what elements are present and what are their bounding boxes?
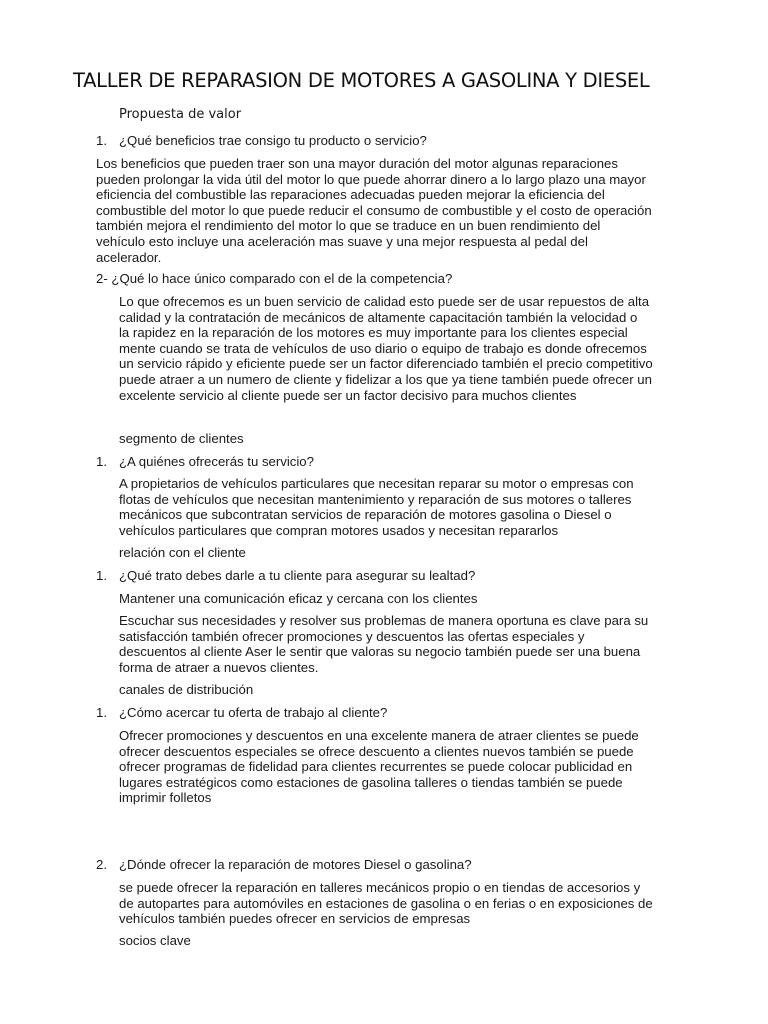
answer-line: Mantener una comunicación eficaz y cercana con los clientes	[119, 591, 478, 606]
answer-line: excelente servicio al cliente puede ser un factor decisivo para muchos clientes	[119, 387, 577, 403]
document-title: TALLER DE REPARASION DE MOTORES A GASOLINA Y DIESEL	[73, 69, 650, 92]
answer-line: mecánicos que subcontratan servicios de reparación de motores gasolina o Diesel o	[119, 507, 612, 523]
question-number: 2.	[96, 857, 107, 872]
answer-line: Ofrecer promociones y descuentos en una excelente manera de atraer clientes se puede	[119, 728, 639, 743]
answer-line: acelerador.	[96, 249, 162, 265]
question-propuesta-1	[96, 133, 427, 149]
section-heading-relacion: relación con el cliente	[119, 545, 246, 560]
question-number: 1.	[96, 568, 107, 583]
answer-line: puede atraer a un numero de cliente y fidelizar a los que ya tiene también puede ofrecer un	[119, 371, 652, 387]
answer-line: Los beneficios que pueden traer son una mayor duración del motor algunas reparaciones	[96, 156, 618, 171]
answer-line: vehículos particulares que compran motores usados y necesitan repararlos	[119, 522, 559, 538]
answer-line: calidad y la contratación de mecánicos de altamente capacitación también la velocidad o	[119, 309, 638, 325]
question-canales-1	[96, 705, 387, 721]
answer-line: flotas de vehículos que necesitan mantenimiento y reparación de sus motores o talleres	[119, 491, 632, 507]
answer-line: ofrecer programas de fidelidad para clientes recurrentes se puede colocar publicidad en	[119, 759, 633, 775]
answer-line: un servicio rápido y eficiente puede ser un factor diferenciado también el precio competitivo	[119, 356, 653, 372]
question-canales-2	[96, 857, 472, 873]
question-number: 1.	[96, 454, 107, 469]
answer-line: forma de atraer a nuevos clientes.	[119, 659, 319, 675]
answer-canales-2	[119, 880, 719, 927]
question-propuesta-2: 2- ¿Qué lo hace único comparado con el de la competencia?	[96, 271, 453, 286]
answer-line: la rapidez en la reparación de los motores es muy importante para los clientes especial	[119, 325, 628, 341]
answer-propuesta-1	[96, 156, 716, 265]
section-heading-segmento: segmento de clientes	[119, 431, 244, 446]
answer-line: Lo que ofrecemos es un buen servicio de calidad esto puede ser de usar repuestos de alta	[119, 294, 650, 309]
answer-line: A propietarios de vehículos particulares que necesitan reparar su motor o empresas con	[119, 476, 634, 491]
answer-line: imprimir folletos	[119, 790, 212, 806]
answer-relacion-2	[119, 613, 719, 675]
question-number: 1.	[96, 705, 107, 720]
section-heading-propuesta: Propuesta de valor	[119, 107, 242, 122]
question-relacion-1	[96, 568, 475, 584]
question-segmento-1	[96, 454, 314, 470]
answer-line: satisfacción también ofrecer promociones y descuentos las ofertas especiales y	[119, 628, 585, 644]
question-number: 1.	[96, 133, 107, 148]
answer-propuesta-2	[119, 294, 719, 403]
answer-line: también mejora el rendimiento del motor lo que se traduce en un buen rendimiento del	[96, 218, 601, 234]
answer-line: vehículo esto incluye una aceleración mas suave y una mejor respuesta al pedal del	[96, 233, 588, 249]
answer-line: vehículos también puedes ofrecer en servicios de empresas	[119, 911, 471, 927]
answer-line: ofrecer descuentos especiales se ofrece descuento a clientes nuevos también se puede	[119, 743, 634, 759]
question-text: ¿Dónde ofrecer la reparación de motores Diesel o gasolina?	[119, 857, 472, 872]
question-text: ¿Qué trato debes darle a tu cliente para asegurar su lealtad?	[119, 568, 476, 583]
answer-line: eficiencia del combustible las reparaciones adecuadas pueden mejorar la eficiencia del	[96, 187, 605, 203]
answer-line: combustible del motor lo que puede reducir el consumo de combustible y el costo de operación	[96, 202, 652, 218]
question-text: ¿A quiénes ofrecerás tu servicio?	[119, 454, 314, 469]
answer-line: descuentos al cliente Aser le sentir que valoras su negocio también puede ser una buena	[119, 644, 641, 660]
answer-relacion-1	[119, 591, 719, 607]
answer-line: se puede ofrecer la reparación en talleres mecánicos propio o en tiendas de accesorios y	[119, 880, 641, 895]
answer-line: de autopartes para automóviles en estaciones de gasolina o en ferias o en exposiciones de	[119, 895, 653, 911]
section-heading-socios: socios clave	[119, 933, 191, 948]
answer-line: mente cuando se trata de vehículos de uso diario o equipo de trabajo es donde ofrecemos	[119, 340, 647, 356]
answer-line: pueden prolongar la vida útil del motor lo que puede ahorrar dinero a lo largo plazo una mayor	[96, 171, 646, 187]
answer-line: lugares estratégicos como estaciones de gasolina talleres o tiendas también se puede	[119, 774, 623, 790]
answer-segmento-1	[119, 476, 719, 538]
section-heading-canales: canales de distribución	[119, 682, 254, 697]
question-text: ¿Cómo acercar tu oferta de trabajo al cliente?	[119, 705, 388, 720]
answer-line: Escuchar sus necesidades y resolver sus problemas de manera oportuna es clave para su	[119, 613, 649, 628]
answer-canales-1	[119, 728, 719, 806]
question-text: ¿Qué beneficios trae consigo tu producto o servicio?	[119, 133, 427, 148]
